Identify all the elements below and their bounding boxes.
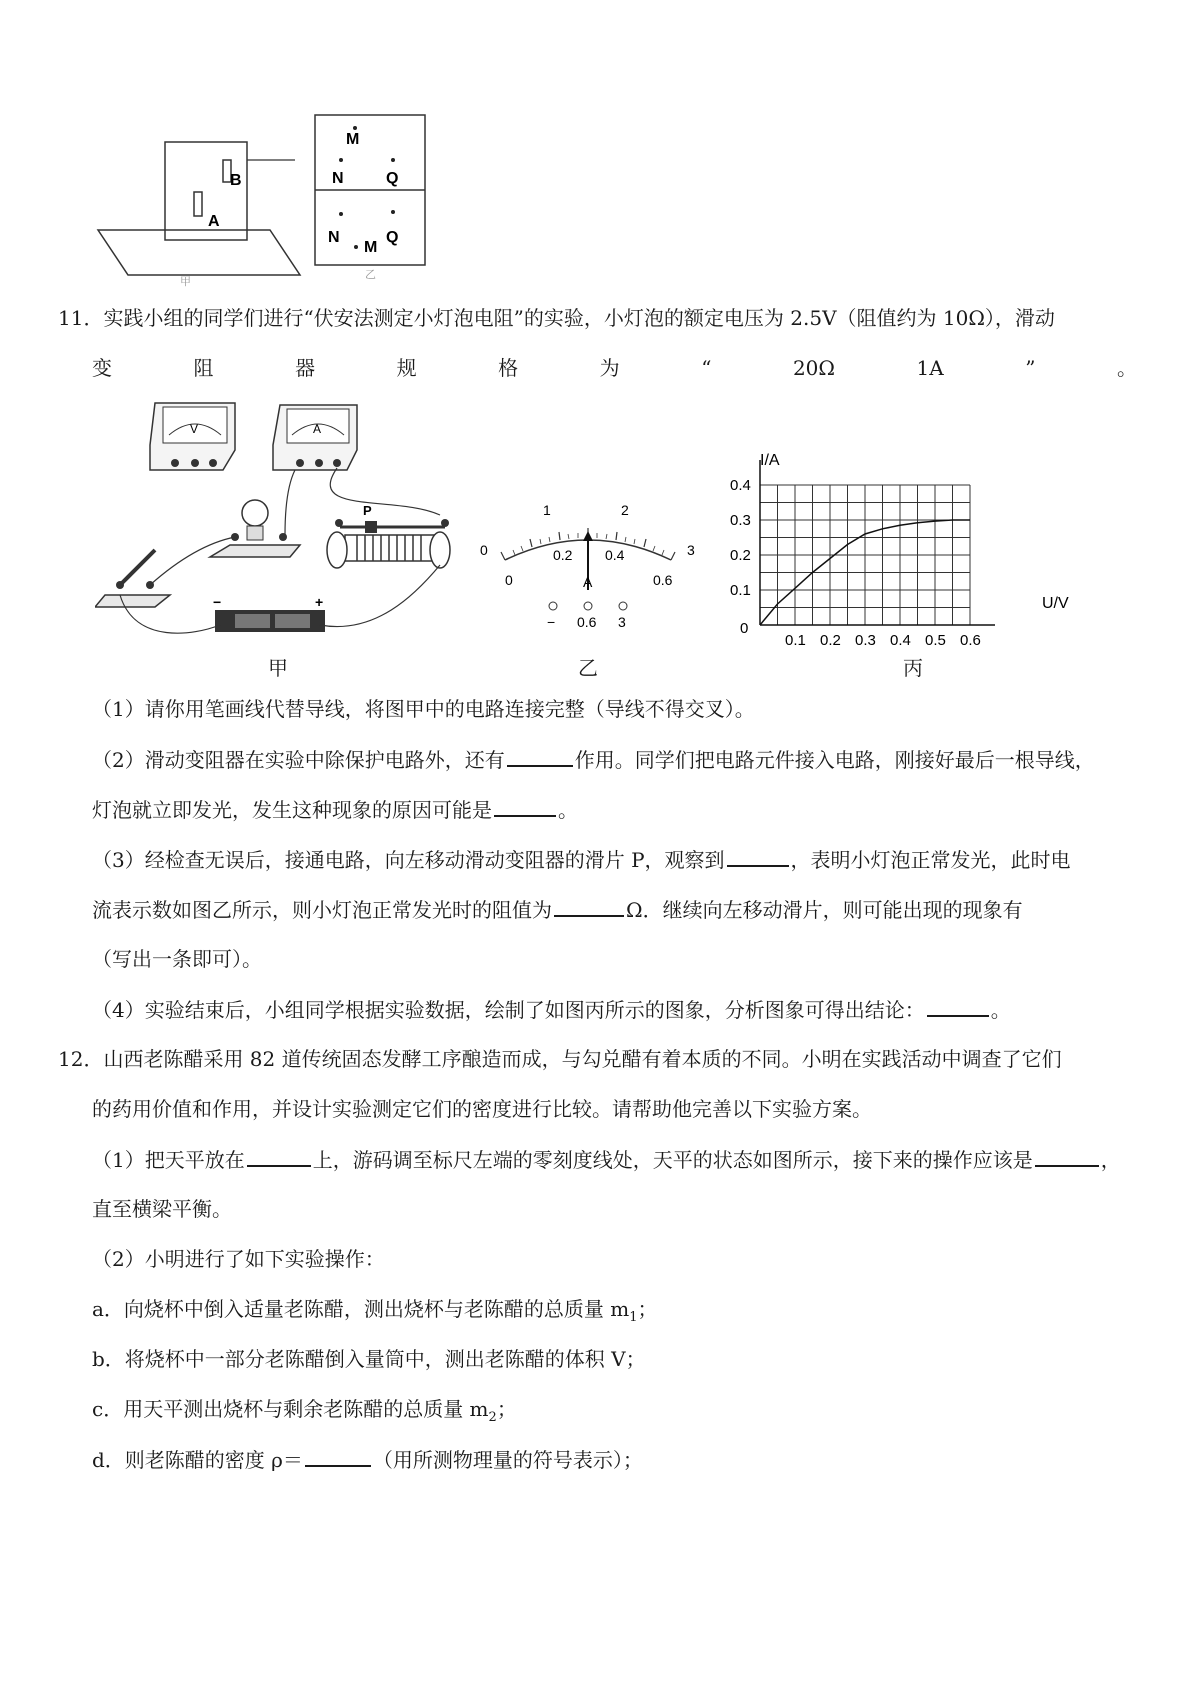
x-tick-label: 0.1 (785, 632, 806, 649)
answer-blank[interactable] (727, 845, 789, 867)
dial-inner-tick-1: 0.2 (553, 547, 573, 563)
q12-sub1-line2: 直至横梁平衡。 (92, 1197, 232, 1221)
answer-blank[interactable] (305, 1445, 371, 1467)
q12-step-c: c．用天平测出烧杯与剩余老陈醋的总质量 $m_2$； (92, 1397, 517, 1425)
q12-step-d: d．则老陈醋的密度 ρ＝ （用所测物理量的符号表示）； (92, 1445, 643, 1474)
voltmeter-label: V (190, 422, 199, 436)
y-axis-label: I/A (760, 452, 780, 469)
q11-sub3-line3: （写出一条即可）。 (92, 947, 262, 971)
answer-blank[interactable] (507, 745, 573, 767)
answer-blank[interactable] (554, 895, 624, 917)
dial-outer-tick-1: 1 (543, 502, 551, 518)
point-label-q-top: Q (386, 170, 399, 187)
point-label-n-top: N (332, 170, 344, 187)
y-tick-label: 0.1 (730, 582, 751, 599)
x-tick-label: 0.4 (890, 632, 911, 649)
dial-unit-label: A (583, 574, 593, 590)
point-label-m-top: M (346, 131, 360, 148)
figure-caption-jia: 甲 (268, 656, 288, 680)
candle-label-b: B (230, 172, 242, 189)
answer-blank[interactable] (247, 1145, 311, 1167)
y-tick-label: 0.4 (730, 477, 751, 494)
terminal-3: 3 (618, 614, 626, 630)
ammeter-label: A (313, 422, 322, 436)
question-number: 11． (58, 306, 104, 330)
point-label-m-bottom: M (364, 239, 378, 256)
chart-grid (730, 460, 995, 649)
svg-text:甲: 甲 (180, 276, 191, 288)
figure-caption-yi: 乙 (578, 656, 598, 680)
q11-sub1: （1）请你用笔画线代替导线，将图甲中的电路连接完整（导线不得交叉）。 (92, 697, 755, 721)
x-axis-label: U/V (1042, 595, 1069, 612)
dial-inner-tick-3: 0.6 (653, 572, 673, 588)
answer-blank[interactable] (1035, 1145, 1099, 1167)
question-text: 实践小组的同学们进行“伏安法测定小灯泡电阻”的实验，小灯泡的额定电压为 2.5V（阻值约为 10Ω），滑动 (103, 306, 1055, 330)
answer-blank[interactable] (494, 795, 556, 817)
point-label-q-bottom: Q (386, 229, 399, 246)
figure-caption-bing: 丙 (903, 656, 923, 680)
x-tick-label: 0.6 (960, 632, 981, 649)
x-tick-label: 0.3 (855, 632, 876, 649)
dial-outer-tick-3: 3 (687, 542, 695, 558)
q11-sub4: （4）实验结束后，小组同学根据实验数据，绘制了如图丙所示的图象，分析图象可得出结论： 。 (92, 995, 1011, 1024)
mirror-figure-b (310, 110, 435, 280)
q11-line1 (58, 304, 1055, 332)
q11-sub2-line2: 灯泡就立即发光，发生这种现象的原因可能是 。 (92, 795, 578, 824)
iu-chart (730, 440, 1090, 655)
slider-label: P (363, 503, 372, 518)
question-text: 山西老陈醋采用 82 道传统固态发酵工序酿造而成，与勾兑醋有着本质的不同。小明在实践活动中调查了它们 (103, 1047, 1062, 1071)
q12-line2: 的药用价值和作用，并设计实验测定它们的密度进行比较。请帮助他完善以下实验方案。 (92, 1097, 872, 1121)
q11-line2: 变 阻 器 规 格 为 “ 20Ω 1A ” 。 (92, 356, 1137, 380)
x-tick-label: 0.2 (820, 632, 841, 649)
y-tick-label: 0.2 (730, 547, 751, 564)
q12-sub1-line1: （1）把天平放在 上，游码调至标尺左端的零刻度线处，天平的状态如图所示，接下来的操作应该是 ， (92, 1145, 1121, 1174)
point-label-n-bottom: N (328, 229, 340, 246)
candle-label-a: A (208, 213, 220, 230)
q11-sub3-line1: （3）经检查无误后，接通电路，向左移动滑动变阻器的滑片 P，观察到 ，表明小灯泡正常发光，此时电 (92, 845, 1071, 874)
question-number: 12． (58, 1047, 104, 1071)
dial-inner-tick-2: 0.4 (605, 547, 625, 563)
q12-line1 (58, 1045, 1062, 1073)
mirror-figure-a (90, 130, 310, 295)
terminal-06: 0.6 (577, 614, 597, 630)
dial-outer-tick-0: 0 (480, 542, 488, 558)
answer-blank[interactable] (927, 995, 989, 1017)
battery-plus-label: + (315, 594, 324, 610)
x-tick-label: 0.5 (925, 632, 946, 649)
q11-sub2-line1: （2）滑动变阻器在实验中除保护电路外，还有 作用。同学们把电路元件接入电路，刚接好最后一根导线， (92, 745, 1095, 774)
q12-step-b: b．将烧杯中一部分老陈醋倒入量筒中，测出老陈醋的体积 V； (92, 1347, 646, 1371)
q12-sub2: （2）小明进行了如下实验操作： (92, 1247, 385, 1271)
q11-sub3-line2: 流表示数如图乙所示，则小灯泡正常发光时的阻值为 Ω．继续向左移动滑片，则可能出现的现象有 (92, 895, 1023, 924)
origin-label: 0 (740, 620, 749, 637)
terminal-minus: − (547, 614, 556, 630)
battery-minus-label: − (213, 594, 222, 610)
dial-outer-tick-2: 2 (621, 502, 629, 518)
q12-step-a: a．向烧杯中倒入适量老陈醋，测出烧杯与老陈醋的总质量 $m_1$； (92, 1297, 658, 1325)
ammeter-dial-figure (475, 495, 705, 645)
dial-inner-tick-0: 0 (505, 572, 513, 588)
y-tick-label: 0.3 (730, 512, 751, 529)
circuit-figure (95, 395, 470, 645)
svg-text:乙: 乙 (365, 269, 376, 280)
